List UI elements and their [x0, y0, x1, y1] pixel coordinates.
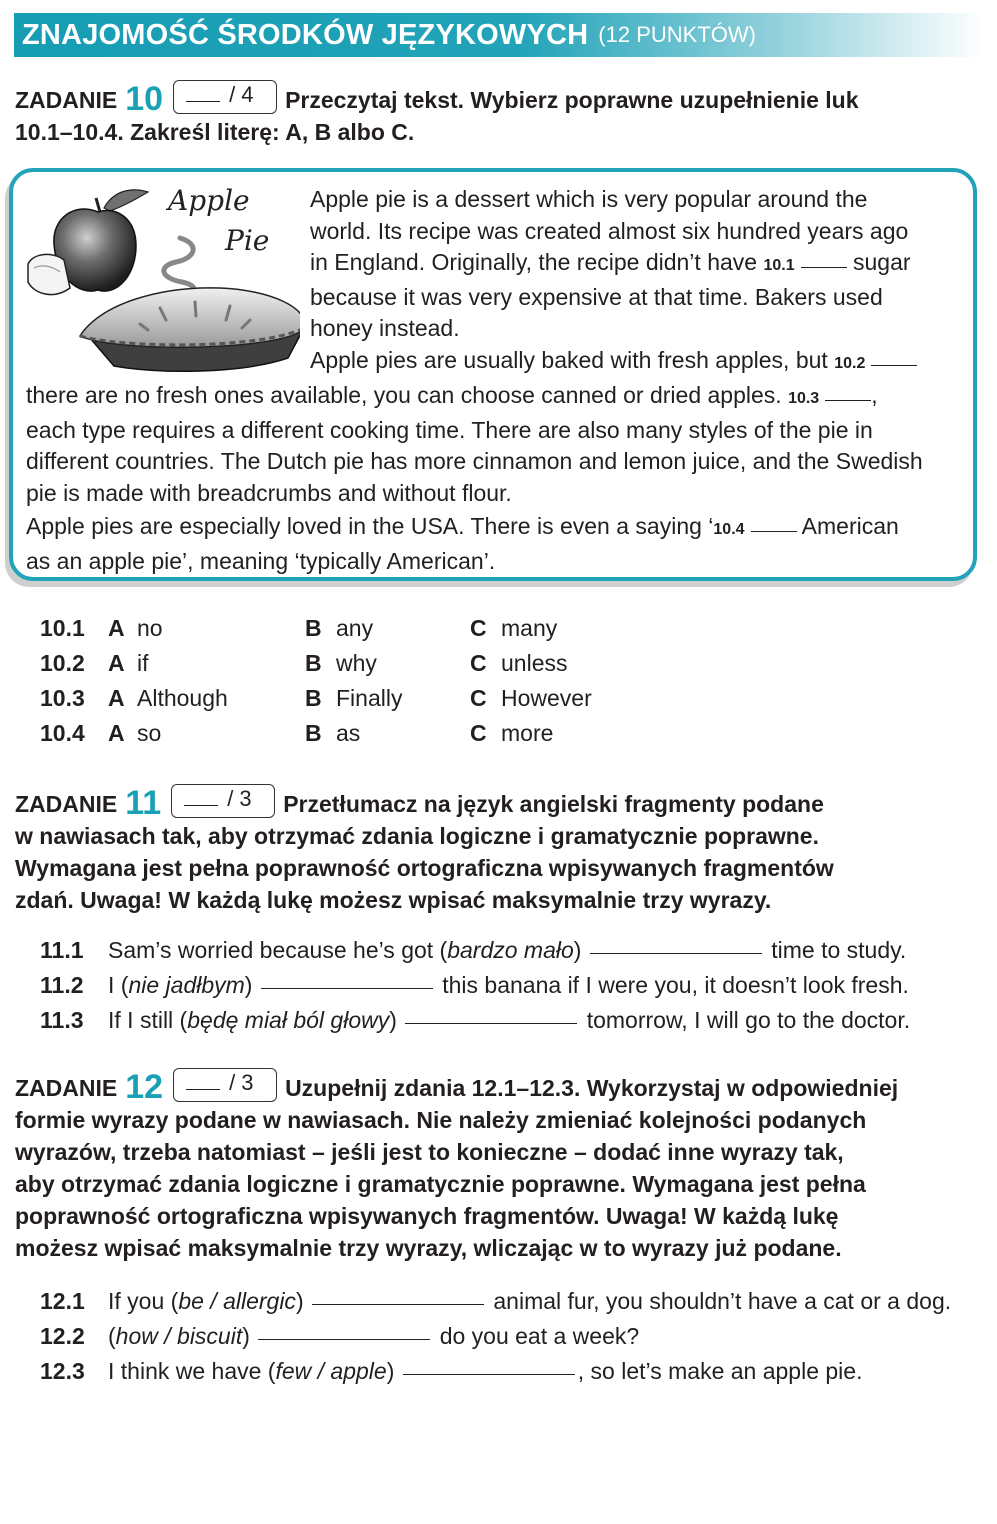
option-b[interactable]: why	[336, 650, 377, 676]
task-number: 10	[125, 80, 164, 118]
score-box[interactable]: / 3	[171, 784, 275, 818]
item-11-1: 11.1 Sam’s worried because he’s got (bardzo mało) time to study.	[40, 937, 907, 963]
score-box[interactable]: / 3	[173, 1068, 277, 1102]
svg-text:Pie: Pie	[225, 224, 270, 257]
item-12-3: 12.3 I think we have (few / apple) , so let’s make an apple pie.	[40, 1358, 863, 1384]
section-points: (12 PUNKTÓW)	[598, 22, 756, 47]
answer-line[interactable]	[403, 1374, 575, 1375]
option-c[interactable]: many	[501, 615, 558, 641]
gap-10-4[interactable]	[751, 531, 797, 532]
option-a[interactable]: if	[137, 650, 149, 676]
answer-line[interactable]	[312, 1304, 484, 1305]
option-a[interactable]: Although	[137, 685, 228, 711]
gap-10-1[interactable]	[801, 267, 847, 268]
apple-pie-illustration	[20, 178, 300, 378]
option-b[interactable]: any	[336, 615, 374, 641]
task-11-instruction: ZADANIE 11 / 3 Przetłumacz na język angielski fragmenty podane w nawiasach tak, aby otrzymać zdania logiczne i gramatycznie poprawne. Wymagana jest pełna poprawność ortograficzna wpisywanych fragmentów zdań. Uwaga! W każdą lukę możesz wpisać maksymalnie trzy wyrazy.	[15, 784, 834, 913]
reading-paragraph-1: Apple pie is a dessert which is very popular around the world. Its recipe was created almost six hundred years ago in England. Originally, the recipe didn’t have 10.1 sugar because it was very expensive at that time. Bakers used honey instead. Apple pies are usually baked with fresh apples, but 10.2	[310, 184, 970, 379]
answer-line[interactable]	[258, 1339, 430, 1340]
option-c[interactable]: more	[501, 720, 554, 746]
option-c[interactable]: unless	[501, 650, 568, 676]
item-11-2: 11.2 I (nie jadłbym) this banana if I were you, it doesn’t look fresh.	[40, 972, 909, 998]
task-10-instruction: ZADANIE 10 / 4 Przeczytaj tekst. Wybierz poprawne uzupełnienie luk 10.1–10.4. Zakreśl literę: A, B albo C.	[15, 80, 859, 145]
item-12-1: 12.1 If you (be / allergic) animal fur, you shouldn’t have a cat or a dog.	[40, 1288, 952, 1314]
answer-line[interactable]	[590, 953, 762, 954]
answer-line[interactable]	[261, 988, 433, 989]
gap-10-2[interactable]	[871, 365, 917, 366]
option-a[interactable]: no	[137, 615, 163, 641]
task-label: ZADANIE	[15, 87, 118, 113]
option-b[interactable]: as	[336, 720, 361, 746]
option-b[interactable]: Finally	[336, 685, 403, 711]
svg-text:Apple: Apple	[168, 184, 250, 217]
item-12-2: 12.2 (how / biscuit) do you eat a week?	[40, 1323, 640, 1349]
section-header	[14, 13, 984, 57]
item-11-3: 11.3 If I still (będę miał ból głowy) tomorrow, I will go to the doctor.	[40, 1007, 911, 1033]
options-10-4: 10.4 A so B as C more	[40, 720, 554, 746]
options-10-3: 10.3 A Although B Finally C However	[40, 685, 592, 711]
option-c[interactable]: However	[501, 685, 592, 711]
gap-label: 10.1	[763, 257, 795, 274]
gap-10-3[interactable]	[825, 400, 871, 401]
task-12-instruction: ZADANIE 12 / 3 Uzupełnij zdania 12.1–12.3. Wykorzystaj w odpowiedniej formie wyrazy podane w nawiasach. Nie należy zmieniać kolejności podanych wyrazów, trzeba natomiast – jeśli jest to konieczne – dodać inne wyrazy tak, aby otrzymać zdania logiczne i gramatycznie poprawne. Wymagana jest pełna poprawność ortograficzna wpisywanych fragmentów. Uwaga! W każdą lukę możesz wpisać maksymalnie trzy wyrazy, wliczając w to wyrazy już podane.	[15, 1068, 899, 1261]
reading-paragraph-2: there are no fresh ones available, you can choose canned or dried apples. 10.3 , each type requires a different cooking time. There are also many styles of the pie in different countries. The Dutch pie has more cinnamon and lemon juice, and the Swedish pie is made with breadcrumbs and without flour. Apple pies are especially loved in the USA. There is even a saying ‘10.4 American as an apple pie’, meaning ‘typically American’.	[26, 382, 923, 574]
option-a[interactable]: so	[137, 720, 162, 746]
options-10-1: 10.1 A no B any C many	[40, 615, 558, 641]
answer-line[interactable]	[405, 1023, 577, 1024]
score-box[interactable]: / 4	[173, 80, 277, 114]
section-title: ZNAJOMOŚĆ ŚRODKÓW JĘZYKOWYCH	[22, 18, 589, 51]
options-10-2: 10.2 A if B why C unless	[40, 650, 568, 676]
